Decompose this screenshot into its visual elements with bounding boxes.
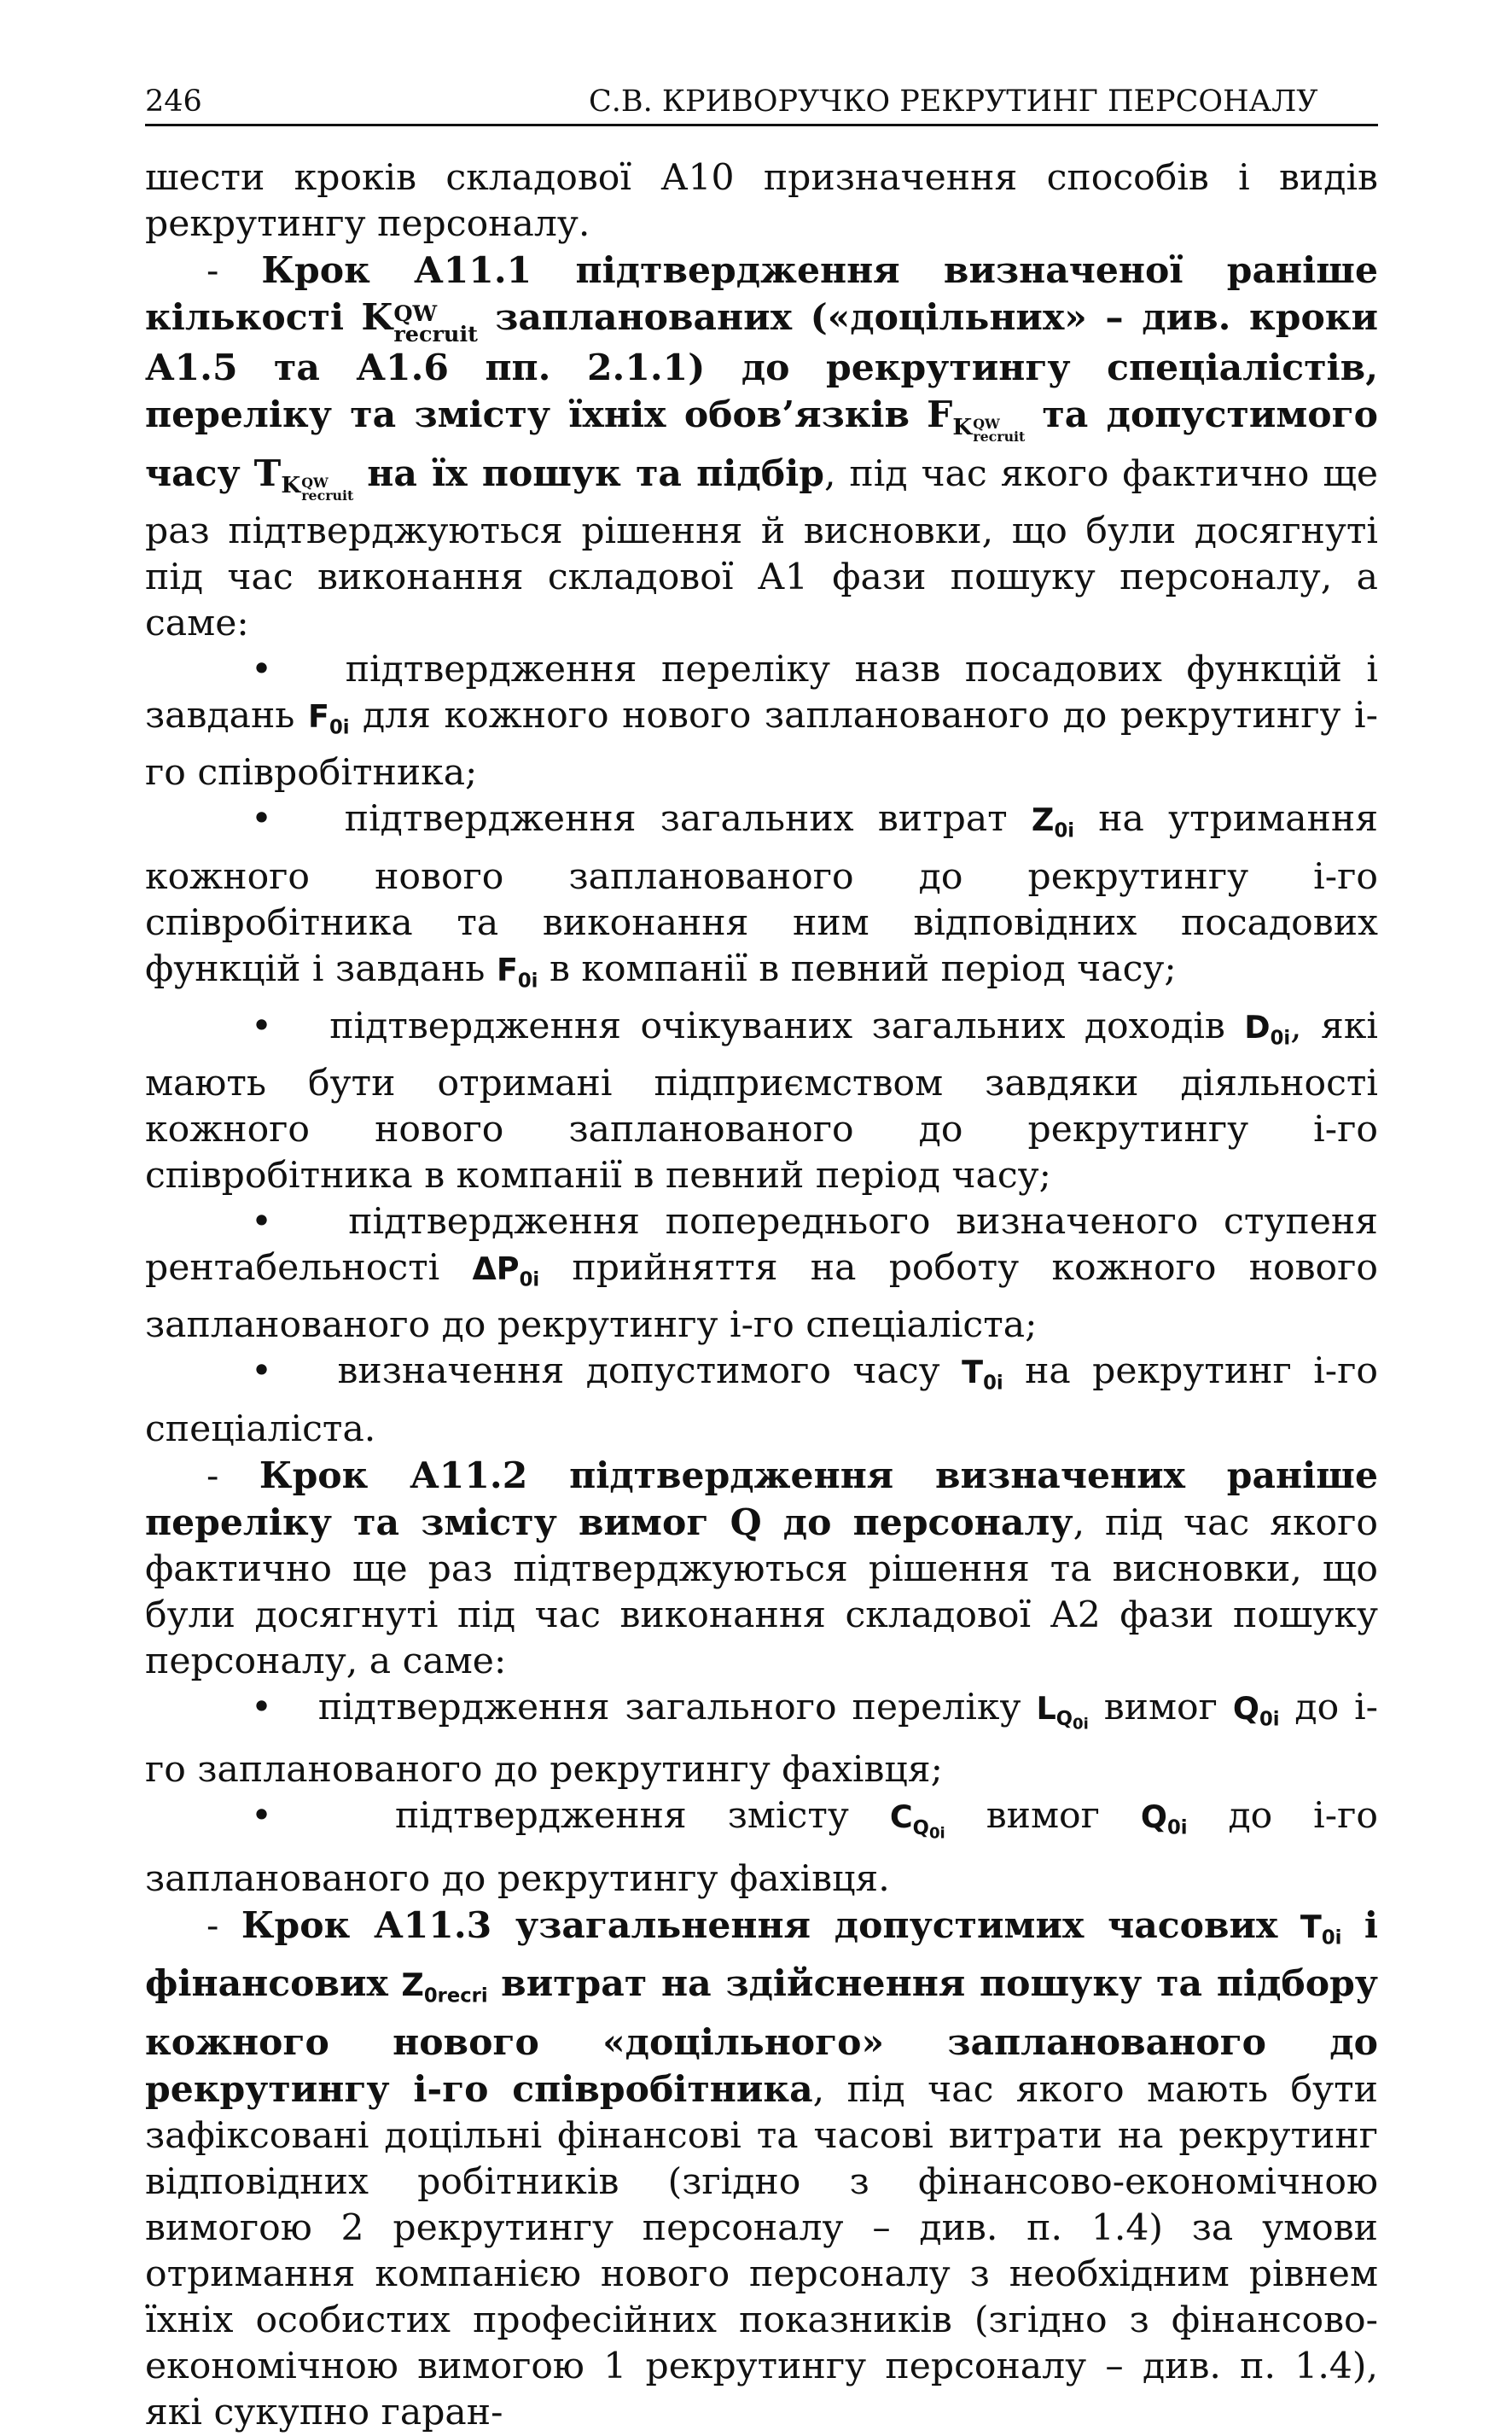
bullet-marker: • xyxy=(251,1350,273,1393)
bullet-marker: • xyxy=(251,1795,273,1838)
step-a11-1-title-cont: запланованих («доцільних» – див. кроки А1.5 та А1.6 пп. 2.1.1) до рекрутингу спеціалістів, переліку та змісту їхніх обов’язків xyxy=(145,296,1379,437)
var-f0i: $F_{0i}$ xyxy=(496,951,538,992)
step-a11-1 xyxy=(145,248,1378,647)
page-header xyxy=(145,81,1378,126)
step-a11-1-title-cont2: та допустимого часу xyxy=(145,393,1379,495)
var-c-q0i: $C_{Q0i}$ xyxy=(889,1798,945,1843)
bullet-item: • визначення допустимого часу $T_{0i}$ на рекрутинг i-го спеціаліста. xyxy=(145,1350,1379,1450)
var-f0i: $F_{0i}$ xyxy=(307,698,350,739)
bullet-marker: • xyxy=(251,649,273,691)
step-a11-3 xyxy=(145,1903,1378,2436)
step-a11-1-title: Крок А11.1 підтвердження визначеної раніше кількості xyxy=(145,249,1378,339)
var-l-q0i: $L_{Q0i}$ xyxy=(1036,1689,1089,1734)
page-body xyxy=(145,155,1378,2436)
var-f-k-recruit: $F_{K QW recruit}$ xyxy=(927,393,1026,446)
bullet-marker: • xyxy=(251,1686,273,1728)
bullet-item: • підтвердження загального переліку $L_{Q0i}$ вимог $Q_{0i}$ до i-го запланованого до рекрутингу фахівця; xyxy=(145,1686,1379,1792)
var-q0i: $Q_{0i}$ xyxy=(1232,1689,1280,1730)
var-t0i: $T_{0i}$ xyxy=(1300,1909,1342,1949)
dash-marker: - xyxy=(206,250,219,292)
dash-marker: - xyxy=(206,1905,219,1948)
bullet-marker: • xyxy=(251,1005,273,1047)
step-a11-3-title-cont: і фінансових xyxy=(145,1904,1379,2006)
var-z0recri: $Z_{0recri}$ xyxy=(401,1967,488,2008)
var-z0i: $Z_{0i}$ xyxy=(1031,801,1074,842)
step-a11-2-text: , під час якого фактично ще раз підтверджуються рішення та висновки, що були досягнуті під час виконання складової А2 фази пошуку персоналу, а саме: xyxy=(145,1501,1378,1682)
bullet-item: • підтвердження змісту $C_{Q0i}$ вимог $Q_{0i}$ до i-го запланованого до рекрутингу фахівця. xyxy=(145,1795,1378,1901)
var-delta-p0i: $\Delta P_{0i}$ xyxy=(472,1250,540,1291)
paragraph-continuation: шести кроків складової А10 призначення способів і видів рекрутингу персоналу. xyxy=(145,157,1378,245)
running-title: С.В. КРИВОРУЧКО РЕКРУТИНГ ПЕРСОНАЛУ xyxy=(589,85,1318,119)
step-a11-3-text: , під час якого мають бути зафіксовані доцільні фінансові та часові витрати на рекрутинг відповідних робітників (згідно з фінансово-економічною вимогою 2 рекрутингу персоналу – див. п. 1.4) за умови отримання компанією нового персоналу з необхідним рівнем їхніх особистих професійних показників (згідно з фінансово-економічною вимогою 1 рекрутингу персоналу – див. п. 1.4), які сукупно гаран- xyxy=(145,2068,1378,2433)
bullet-item: • підтвердження очікуваних загальних доходів $D_{0i}$, які мають бути отримані підприємством завдяки діяльності кожного нового запланованого до рекрутингу i-го співробітника в компанії в певний період часу; xyxy=(145,1005,1379,1198)
var-q0i: $Q_{0i}$ xyxy=(1140,1798,1188,1839)
bullet-item: • підтвердження попереднього визначеного ступеня рентабельності $\Delta P_{0i}$ прийняття на роботу кожного нового запланованого до рекрутингу i-го спеціаліста; xyxy=(145,1201,1378,1347)
var-t0i: $T_{0i}$ xyxy=(962,1354,1003,1395)
step-a11-3-title: Крок А11.3 узагальнення допустимих часових xyxy=(241,1904,1278,1948)
step-a11-1-title-cont3: на їх пошук та підбір xyxy=(367,452,824,495)
step-a11-2-title: Крок А11.2 підтвердження визначених раніше переліку та змісту вимог Q до персоналу xyxy=(145,1454,1378,1544)
bullet-item: • підтвердження загальних витрат $Z_{0i}$ на утримання кожного нового запланованого до рекрутингу i-го співробітника та виконання ним відповідних посадових функцій і завдань $F_{0i}$ в компанії в певний період часу; xyxy=(145,798,1379,992)
step-a11-1-text: , під час якого фактично ще раз підтверджуються рішення й висновки, що були досягнуті під час виконання складової А1 фази пошуку персоналу, а саме: xyxy=(145,452,1378,645)
var-k-recruit: K QW recruit xyxy=(361,296,478,348)
bullet-item: • підтвердження переліку назв посадових функцій і завдань $F_{0i}$ для кожного нового запланованого до рекрутингу i-го співробітника; xyxy=(145,649,1378,795)
step-a11-3-title-cont2: витрат на здійснення пошуку та підбору кожного нового «доцільного» запланованого до рекрутингу i-го співробітника xyxy=(145,1962,1379,2111)
var-t-k-recruit: $T_{K QW recruit}$ xyxy=(253,452,354,504)
dash-marker: - xyxy=(206,1454,219,1497)
page-number: 246 xyxy=(145,85,202,119)
step-a11-2 xyxy=(145,1453,1378,1685)
bullet-marker: • xyxy=(251,798,273,841)
bullet-marker: • xyxy=(251,1201,273,1244)
var-d0i: $D_{0i}$ xyxy=(1244,1008,1291,1050)
